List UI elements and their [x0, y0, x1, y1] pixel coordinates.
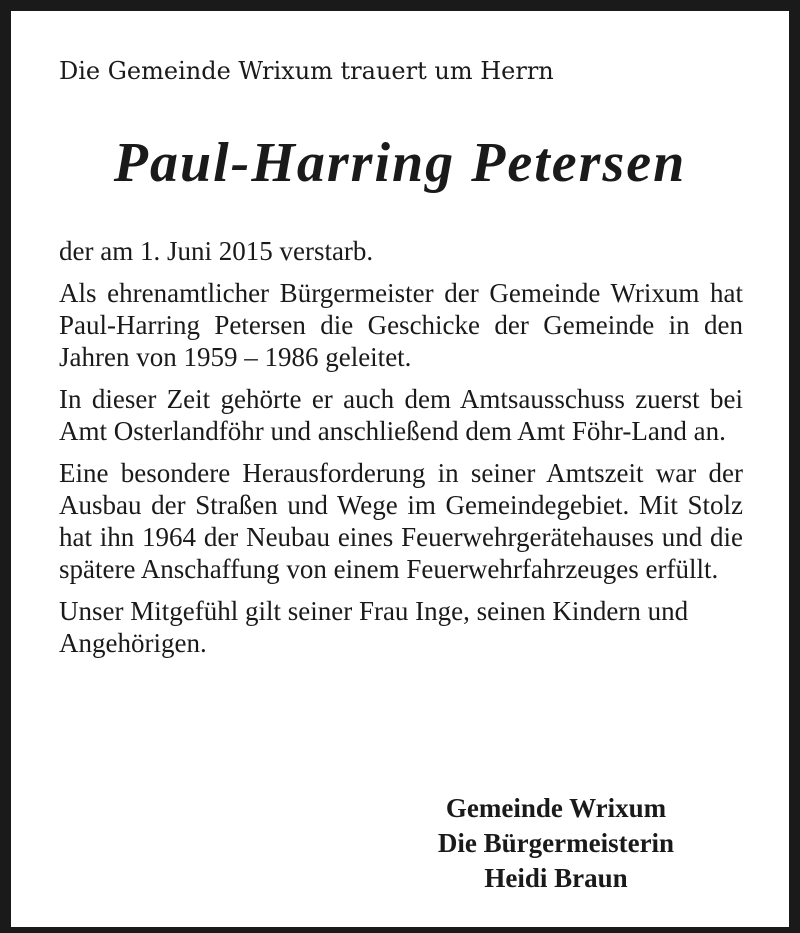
achievements-paragraph: Eine besondere Herausforderung in seiner Amtszeit war der Ausbau der Straßen und Wege im Gemeindegebiet. Mit Stolz hat ihn 1964 der Neubau eines Feuerwehrgerätehauses und die spätere Anschaffung von einem Feuerwehrfahrzeuges erfüllt.: [59, 458, 743, 584]
committee-paragraph: In dieser Zeit gehörte er auch dem Amtsausschuss zuerst bei Amt Osterlandföhr und anschließend dem Amt Föhr-Land an.: [59, 384, 743, 446]
death-date-paragraph: der am 1. Juni 2015 verstarb.: [59, 236, 374, 266]
signature-person: Heidi Braun: [484, 863, 628, 893]
condolence-paragraph: Unser Mitgefühl gilt seiner Frau Inge, seinen Kindern und Angehörigen.: [59, 596, 689, 658]
intro-line: Die Gemeinde Wrixum trauert um Herrn: [59, 57, 554, 85]
mayor-paragraph: Als ehrenamtlicher Bürgermeister der Gemeinde Wrixum hat Paul-Harring Petersen die Geschicke der Gemeinde in den Jahren von 1959 – 1986 geleitet.: [59, 278, 743, 372]
notice-body: [59, 235, 743, 669]
signature-block: [391, 791, 721, 896]
signature-role: Die Bürgermeisterin: [437, 828, 675, 858]
signature-organization: Gemeinde Wrixum: [445, 793, 667, 823]
deceased-name: Paul-Harring Petersen: [113, 132, 687, 194]
